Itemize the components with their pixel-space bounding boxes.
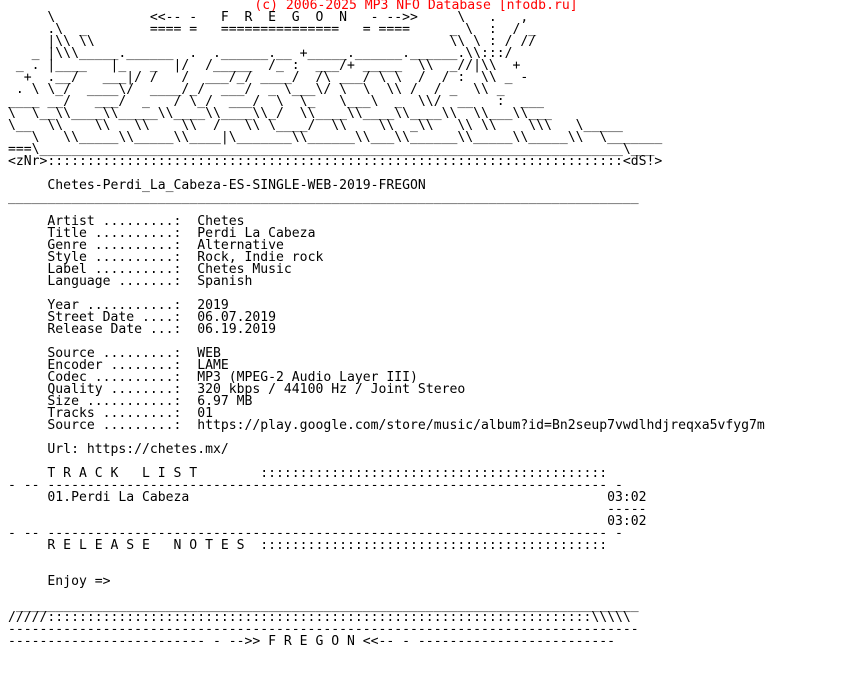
ascii-art-line: _ . |____ |_ _ |/ /_____ /_ : ___/+ _____ \\ _//|\\ + bbox=[8, 58, 521, 73]
nfodb-header: (c) 2006-2025 MP3 NFO Database [nfodb.ru] bbox=[254, 0, 578, 13]
info-value: LAME bbox=[197, 358, 229, 373]
info-value: 06.07.2019 bbox=[197, 310, 277, 325]
tracklist-divider: - -- ----------------------------------------------------------------------- - bbox=[8, 478, 623, 493]
info-value: 06.19.2019 bbox=[197, 322, 277, 337]
info-label: Url: bbox=[8, 442, 87, 457]
footer-rule: /////:::::::::::::::::::::::::::::::::::::::::::::::::::::::::::::::::::::\\\\\ bbox=[8, 610, 631, 625]
info-value: Alternative bbox=[197, 238, 284, 253]
info-row-url bbox=[8, 444, 856, 456]
footer-rule: -------------------------------------------------------------------------------- bbox=[8, 622, 639, 637]
info-label: Tracks .........: bbox=[8, 406, 198, 421]
info-value: 6.97 MB bbox=[197, 394, 253, 409]
total-time: 03:02 bbox=[607, 514, 647, 529]
info-value: Spanish bbox=[197, 274, 253, 289]
info-label: Release Date ...: bbox=[8, 322, 198, 337]
info-label: Codec ..........: bbox=[8, 370, 198, 385]
section-rule: ________________________________________________________________________________ bbox=[8, 190, 639, 205]
info-label: Year ...........: bbox=[8, 298, 198, 313]
info-value: 2019 bbox=[197, 298, 229, 313]
info-label: Street Date ....: bbox=[8, 310, 198, 325]
ascii-art-line: \__ \\ \\ \\ \\ / \\ \____/ \\ \\ _\\ \\ \\ \\\ \_____ bbox=[8, 118, 623, 133]
ascii-art-line: \ \\_____\\_____\\____|\_______\\______\\___\\______\\_____\\_____\\ \_______ bbox=[8, 130, 663, 145]
source-url-text: https://play.google.com/store/music/album?id=Bn2seup7vwdlhdjreqxa5vfyg7m bbox=[197, 418, 765, 433]
ascii-art-line: . \ \_/ ____\/ ____/_/ ___/ _ \___\/ \ \ \\ / / _ \\ _ bbox=[8, 82, 505, 97]
ascii-art-line: ____ __/ ___/ _ / \_/ ___/ \ \_ \___\ _ \\/ __ : ___ bbox=[8, 94, 545, 109]
info-value: Perdi La Cabeza bbox=[197, 226, 316, 241]
info-row-language bbox=[8, 276, 856, 288]
blank-line bbox=[8, 564, 856, 576]
tracklist-heading: T R A C K L I S T :::::::::::::::::::::::::::::::::::::::::::: bbox=[8, 466, 608, 481]
info-value: MP3 (MPEG-2 Audio Layer III) bbox=[197, 370, 418, 385]
ascii-art-line: .\ _ ==== = =============== = ==== _ \ : / _ bbox=[8, 22, 537, 37]
info-value: WEB bbox=[197, 346, 221, 361]
info-label: Language .......: bbox=[8, 274, 198, 289]
ascii-art-line: ===\__________________________________________________________________________\___ bbox=[8, 142, 655, 157]
ascii-art-logo bbox=[8, 12, 856, 156]
ascii-art-line: |\\ \\ \\ \ : / // bbox=[8, 34, 537, 49]
info-label: Title ..........: bbox=[8, 226, 198, 241]
info-label: Genre ..........: bbox=[8, 238, 198, 253]
info-label: Source .........: bbox=[8, 346, 198, 361]
release-name: Chetes-Perdi_La_Cabeza-ES-SINGLE-WEB-2019-FREGON bbox=[8, 178, 426, 193]
info-label: Quality ........: bbox=[8, 382, 198, 397]
info-label: Label ..........: bbox=[8, 262, 198, 277]
tracklist-section bbox=[8, 468, 856, 540]
footer-signoff: ------------------------- - -->> F R E G O N <<-- - ------------------------- bbox=[8, 634, 615, 649]
info-value: 320 kbps / 44100 Hz / Joint Stereo bbox=[197, 382, 466, 397]
ascii-art-line: + .__/ ___|/ / / ___/_/ ____/ /\ ___/ \ \ / / : \\ _ - bbox=[8, 70, 529, 85]
ascii-art-line: _ |\\\_____.______ . .______.__ +_____.______.______.\\:::/ bbox=[8, 46, 529, 61]
info-label: Artist .........: bbox=[8, 214, 198, 229]
artist-url-text: https://chetes.mx/ bbox=[86, 442, 229, 457]
tracklist-divider: - -- ----------------------------------------------------------------------- - bbox=[8, 526, 623, 541]
info-label: Size ...........: bbox=[8, 394, 198, 409]
info-value: Chetes bbox=[197, 214, 245, 229]
info-value: Chetes Music bbox=[197, 262, 292, 277]
separator-top: <zNr>:::::::::::::::::::::::::::::::::::::::::::::::::::::::::::::::::::::::::<dS!> bbox=[8, 154, 663, 169]
release-notes-text: Enjoy => bbox=[8, 574, 111, 589]
ascii-art-line: \ \__\\____\\_____\\____\\____\\_/ \\____\\____\\____\\ \\___\\___ bbox=[8, 106, 552, 121]
track-time: 03:02 bbox=[607, 490, 647, 505]
info-value: Rock, Indie rock bbox=[197, 250, 324, 265]
info-row-source-url bbox=[8, 420, 856, 432]
release-info bbox=[8, 216, 856, 456]
release-notes-heading: R E L E A S E N O T E S :::::::::::::::::::::::::::::::::::::::::::: bbox=[8, 538, 608, 553]
total-rule: ----- bbox=[607, 502, 647, 517]
nfo-document bbox=[8, 12, 856, 648]
info-label: Style ..........: bbox=[8, 250, 198, 265]
info-label: Encoder ........: bbox=[8, 358, 198, 373]
release-notes-section bbox=[8, 540, 856, 588]
info-label: Source .........: bbox=[8, 418, 198, 433]
ascii-art-line: \ <<-- - F R E G O N - -->> \ . , bbox=[8, 10, 529, 25]
blank-line bbox=[8, 552, 856, 564]
info-value: 01 bbox=[197, 406, 213, 421]
track-name: 01.Perdi La Cabeza bbox=[8, 490, 190, 505]
footer-rule: _______________________________________________________________________________ bbox=[8, 598, 639, 613]
footer bbox=[8, 600, 856, 648]
info-row-release-date bbox=[8, 324, 856, 336]
